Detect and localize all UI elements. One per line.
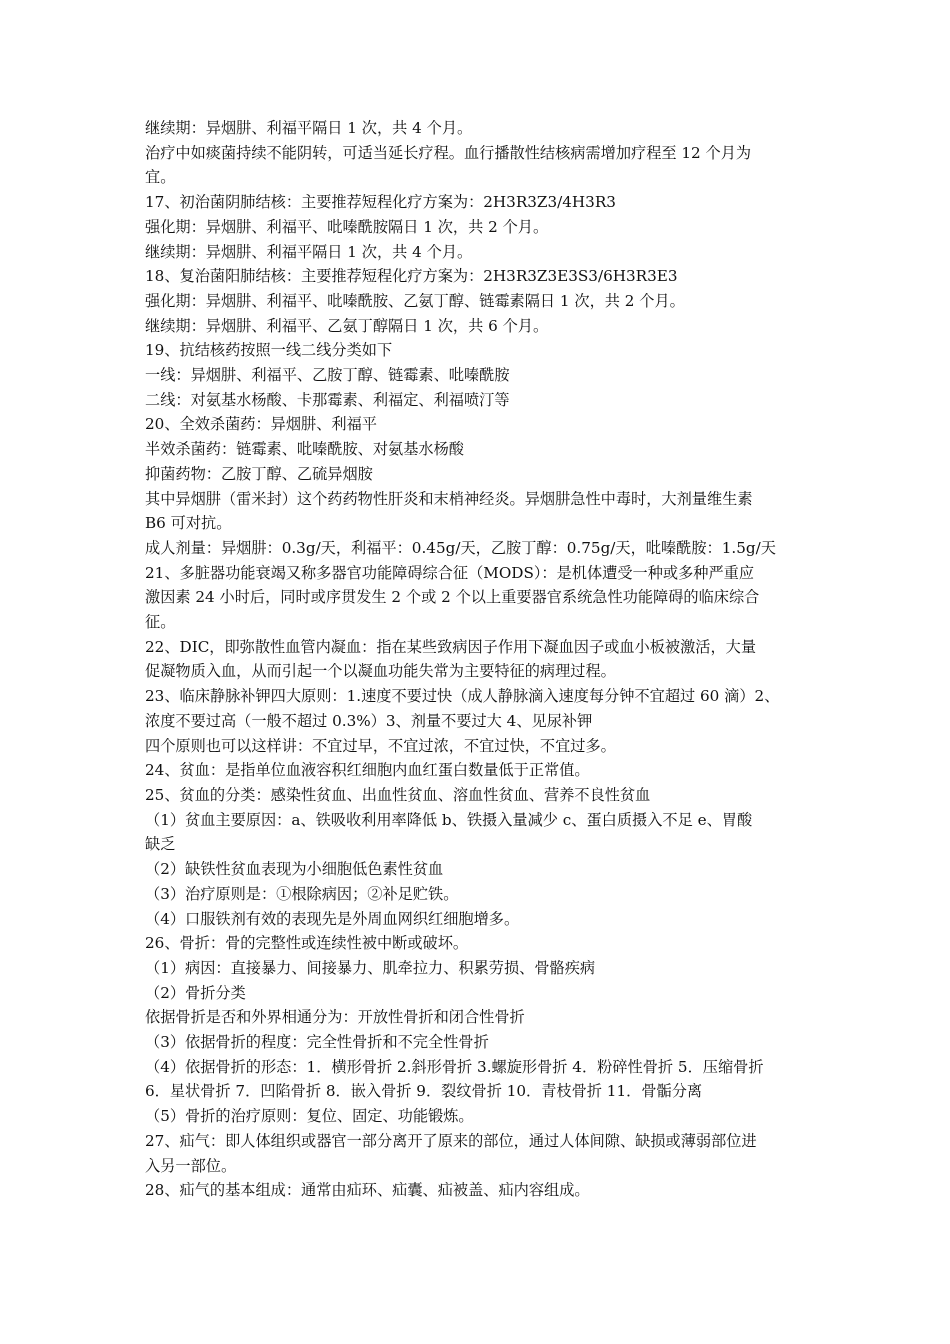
text-line: 22、DIC，即弥散性血管内凝血：指在某些致病因子作用下凝血因子或血小板被激活，大量 [145, 637, 757, 656]
text-line: 27、疝气：即人体组织或器官一部分离开了原来的部位，通过人体间隙、缺损或薄弱部位进 [145, 1131, 757, 1150]
text-line: 宜。 [145, 168, 176, 187]
text-line: 18、复治菌阳肺结核：主要推荐短程化疗方案为：2H3R3Z3E3S3/6H3R3E3 [145, 267, 678, 286]
text-line: 半效杀菌药：链霉素、吡嗪酰胺、对氨基水杨酸 [145, 440, 464, 459]
text-line: 浓度不要过高（一般不超过 0.3%）3、剂量不要过大 4、见尿补钾 [145, 711, 593, 730]
text-line: 促凝物质入血，从而引起一个以凝血功能失常为主要特征的病理过程。 [145, 662, 616, 681]
text-line: （3）治疗原则是：①根除病因；②补足贮铁。 [145, 884, 459, 903]
text-line: 激因素 24 小时后，同时或序贯发生 2 个或 2 个以上重要器官系统急性功能障碍的临床综合 [145, 588, 760, 607]
text-line: 继续期：异烟肼、利福平隔日 1 次，共 4 个月。 [145, 242, 473, 261]
text-line: （2）缺铁性贫血表现为小细胞低色素性贫血 [145, 860, 444, 879]
text-line: 17、初治菌阴肺结核：主要推荐短程化疗方案为：2H3R3Z3/4H3R3 [145, 193, 616, 212]
text-line: 继续期：异烟肼、利福平隔日 1 次，共 4 个月。 [145, 119, 473, 137]
text-line: 其中异烟肼（雷米封）这个药药物性肝炎和末梢神经炎。异烟肼急性中毒时，大剂量维生素 [145, 489, 753, 508]
text-line: 依据骨折是否和外界相通分为：开放性骨折和闭合性骨折 [145, 1008, 525, 1027]
text-line: （1）贫血主要原因：a、铁吸收利用率降低 b、铁摄入量减少 c、蛋白质摄入不足 e、胃酸 [145, 810, 753, 829]
text-line: 28、疝气的基本组成：通常由疝环、疝囊、疝被盖、疝内容组成。 [145, 1181, 590, 1200]
text-line: 二线：对氨基水杨酸、卡那霉素、利福定、利福喷汀等 [145, 390, 510, 409]
text-line: 继续期：异烟肼、利福平、乙氨丁醇隔日 1 次，共 6 个月。 [145, 316, 549, 335]
text-line: （2）骨折分类 [145, 983, 246, 1002]
text-line: 6．星状骨折 7．凹陷骨折 8．嵌入骨折 9．裂纹骨折 10．青枝骨折 11．骨骺分离 [145, 1082, 703, 1101]
text-line: 缺乏 [145, 835, 176, 854]
text-line: 成人剂量：异烟肼：0.3g/天，利福平：0.45g/天，乙胺丁醇：0.75g/天，吡嗪酰胺：1.5g/天 [145, 538, 776, 557]
text-line: 19、抗结核药按照一线二线分类如下 [145, 341, 393, 360]
text-line: 26、骨折：骨的完整性或连续性被中断或破坏。 [145, 934, 469, 953]
text-line: （4）依据骨折的形态：1．横形骨折 2.斜形骨折 3.螺旋形骨折 4．粉碎性骨折 5．压缩骨折 [145, 1057, 764, 1076]
text-line: 20、全效杀菌药：异烟肼、利福平 [145, 415, 377, 434]
text-line: 25、贫血的分类：感染性贫血、出血性贫血、溶血性贫血、营养不良性贫血 [145, 785, 651, 804]
text-line: 强化期：异烟肼、利福平、吡嗪酰胺、乙氨丁醇、链霉素隔日 1 次，共 2 个月。 [145, 291, 685, 310]
text-line: （3）依据骨折的程度：完全性骨折和不完全性骨折 [145, 1033, 489, 1052]
text-line: （4）口服铁剂有效的表现先是外周血网织红细胞增多。 [145, 909, 520, 928]
text-line: B6 可对抗。 [145, 514, 232, 533]
text-line: 四个原则也可以这样讲：不宜过早，不宜过浓，不宜过快，不宜过多。 [145, 736, 616, 755]
text-line: 入另一部位。 [145, 1156, 237, 1175]
text-line: 24、贫血：是指单位血液容积红细胞内血红蛋白数量低于正常值。 [145, 761, 590, 780]
text-line: 21、多脏器功能衰竭又称多器官功能障碍综合征（MODS）：是机体遭受一种或多种严重应 [145, 563, 755, 582]
text-line: （1）病因：直接暴力、间接暴力、肌牵拉力、积累劳损、骨骼疾病 [145, 958, 596, 977]
text-line: 一线：异烟肼、利福平、乙胺丁醇、链霉素、吡嗪酰胺 [145, 366, 510, 385]
text-line: 治疗中如痰菌持续不能阴转，可适当延长疗程。血行播散性结核病需增加疗程至 12 个月为 [145, 143, 752, 162]
text-line: 23、临床静脉补钾四大原则：1.速度不要过快（成人静脉滴入速度每分钟不宜超过 60 滴）2、 [145, 687, 780, 706]
text-line: 抑菌药物：乙胺丁醇、乙硫异烟胺 [145, 464, 373, 483]
text-line: 强化期：异烟肼、利福平、吡嗪酰胺隔日 1 次，共 2 个月。 [145, 217, 549, 236]
text-line: 征。 [145, 613, 176, 632]
text-line: （5）骨折的治疗原则：复位、固定、功能锻炼。 [145, 1107, 474, 1126]
document-page [145, 116, 810, 1203]
